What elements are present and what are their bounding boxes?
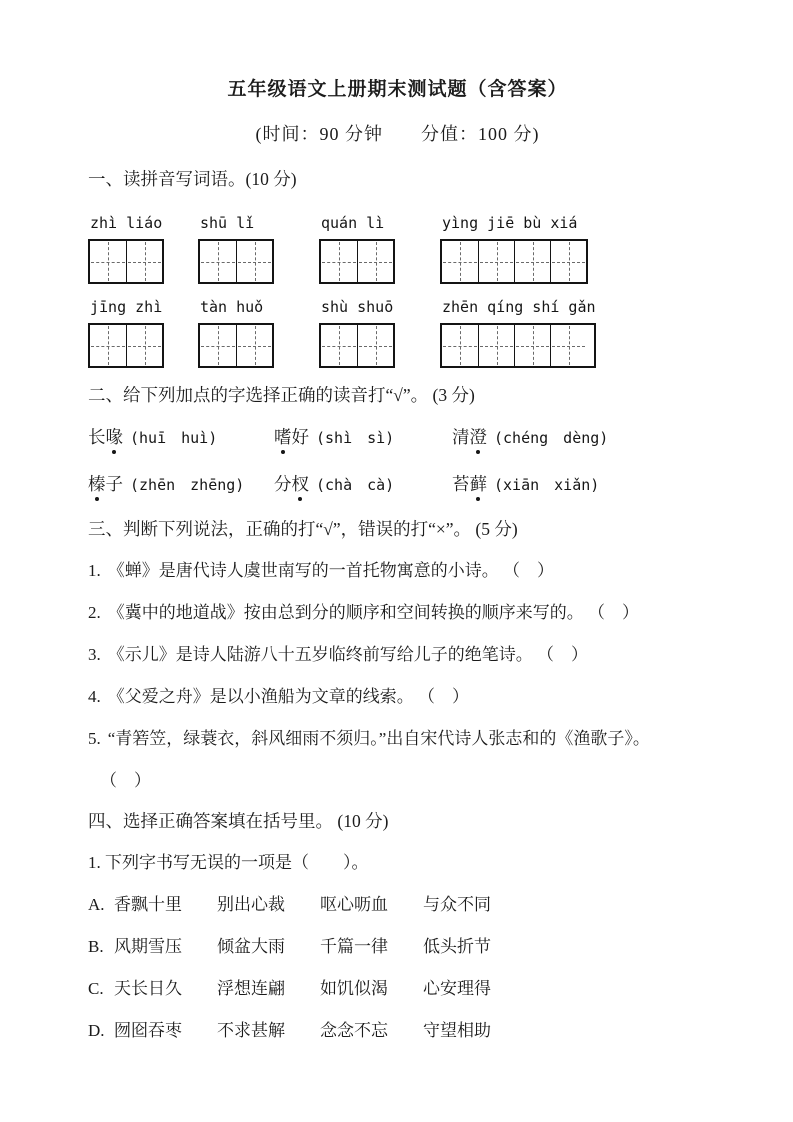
- statement-number: 2.: [88, 603, 101, 622]
- word-char: 藓: [470, 471, 488, 497]
- grid-cell: [200, 241, 236, 282]
- choice-question-1: 1. 下列字书写无误的一项是（ ）。: [88, 853, 369, 872]
- option-phrase: 呕心呖血: [320, 895, 388, 914]
- statement-text: 《父爱之舟》是以小渔船为文章的线索。 （ ）: [107, 687, 469, 706]
- pinyin-reading: (zhēn zhēng): [130, 476, 245, 494]
- pronunciation-row: [88, 471, 707, 498]
- grid-cell: [442, 241, 478, 282]
- section3-heading: 三、判断下列说法，正确的打“√”，错误的打“×”。 (5 分): [88, 519, 518, 539]
- choice-option: [88, 978, 707, 1000]
- pinyin-word-group: [198, 214, 274, 284]
- word-char: 长: [88, 427, 106, 447]
- pinyin-grid-row: [88, 298, 707, 368]
- choice-option: [88, 894, 707, 916]
- choice-option: [88, 936, 707, 958]
- word-char: 澄: [470, 424, 488, 450]
- option-label: C.: [88, 979, 104, 998]
- pinyin-text: jīng zhì: [90, 298, 163, 316]
- judgment-overflow-brackets: （ ）: [100, 771, 151, 790]
- judgment-statement: [88, 602, 707, 624]
- pinyin-word-group: [319, 298, 395, 368]
- grid-cell: [442, 325, 478, 366]
- grid-cell: [90, 325, 126, 366]
- pronunciation-section: [88, 424, 707, 498]
- option-label: B.: [88, 937, 104, 956]
- option-phrase: 囫囵吞枣: [114, 1021, 182, 1040]
- option-phrase: 天长日久: [114, 979, 182, 998]
- pinyin-reading: (shì sì): [316, 429, 395, 447]
- pinyin-text: yìng jiē bù xiá: [442, 214, 578, 232]
- option-phrase: 千篇一律: [320, 937, 388, 956]
- pinyin-text: zhì liáo: [90, 214, 163, 232]
- grid-cell: [321, 241, 357, 282]
- word-char: 子: [105, 474, 123, 494]
- grid-cell: [236, 325, 272, 366]
- pinyin-reading: (chà cà): [316, 476, 395, 494]
- judgment-statement: [88, 560, 707, 582]
- grid-cell: [321, 325, 357, 366]
- statement-number: 4.: [88, 687, 101, 706]
- grid-cell: [550, 325, 586, 366]
- option-label: D.: [88, 1021, 105, 1040]
- pinyin-text: shū lǐ: [200, 214, 255, 232]
- option-phrase: 心安理得: [423, 979, 491, 998]
- option-phrase: 浮想连翩: [217, 979, 285, 998]
- page-title: 五年级语文上册期末测试题（含答案）: [227, 79, 568, 100]
- choice-option: [88, 1020, 707, 1042]
- option-phrase: 香飘十里: [114, 895, 182, 914]
- grid-cell: [514, 241, 550, 282]
- page-subtitle: (时间：90 分钟 分值：100 分): [255, 124, 540, 144]
- judgment-statement: [88, 644, 707, 666]
- word-char: 清: [452, 427, 470, 447]
- pronunciation-item: [274, 471, 452, 498]
- dotted-word: [88, 474, 123, 494]
- pronunciation-row: [88, 424, 707, 451]
- section2-heading: 二、给下列加点的字选择正确的读音打“√”。 (3 分): [88, 385, 475, 405]
- pinyin-text: zhēn qíng shí gǎn: [442, 298, 596, 316]
- pinyin-word-group: [88, 298, 164, 368]
- choice-options-section: [88, 894, 707, 1042]
- option-phrase: 守望相助: [423, 1021, 491, 1040]
- dotted-word: [452, 474, 487, 494]
- dotted-word: [274, 474, 309, 494]
- pronunciation-item: [88, 471, 274, 498]
- grid-cell: [357, 325, 393, 366]
- writing-grid: [88, 239, 164, 284]
- pinyin-grid-row: [88, 214, 707, 284]
- judgment-statement: [88, 686, 707, 708]
- pinyin-word-group: [88, 214, 164, 284]
- grid-cell: [236, 241, 272, 282]
- word-char: 榛: [88, 471, 106, 497]
- section1-heading: 一、读拼音写词语。(10 分): [88, 169, 297, 189]
- pronunciation-item: [274, 424, 452, 451]
- option-label: A.: [88, 895, 105, 914]
- dotted-word: [452, 427, 487, 447]
- word-char: 嗜: [274, 424, 292, 450]
- option-phrase: 倾盆大雨: [217, 937, 285, 956]
- word-char: 苔: [452, 474, 470, 494]
- pinyin-text: quán lì: [321, 214, 385, 232]
- pinyin-reading: (huī huì): [130, 429, 218, 447]
- grid-cell: [478, 325, 514, 366]
- pinyin-word-group: [440, 298, 596, 368]
- word-char: 喙: [106, 424, 124, 450]
- grid-cell: [126, 325, 162, 366]
- pinyin-reading: (xiān xiǎn): [494, 476, 600, 494]
- writing-grid: [88, 323, 164, 368]
- grid-cell: [357, 241, 393, 282]
- pinyin-word-group: [440, 214, 588, 284]
- grid-cell: [126, 241, 162, 282]
- pinyin-word-group: [319, 214, 395, 284]
- word-char: 好: [291, 427, 309, 447]
- statement-text: 《示儿》是诗人陆游八十五岁临终前写给儿子的绝笔诗。 （ ）: [107, 645, 588, 664]
- writing-grid: [440, 323, 596, 368]
- word-char: 杈: [292, 471, 310, 497]
- statement-text: 《蝉》是唐代诗人虞世南写的一首托物寓意的小诗。 （ ）: [107, 561, 554, 580]
- option-phrase: 低头折节: [423, 937, 491, 956]
- word-char: 分: [274, 474, 292, 494]
- option-phrase: 念念不忘: [320, 1021, 388, 1040]
- writing-grid: [198, 323, 274, 368]
- grid-cell: [514, 325, 550, 366]
- dotted-word: [274, 427, 309, 447]
- option-phrase: 风期雪压: [114, 937, 182, 956]
- statement-number: 5.: [88, 729, 101, 748]
- pronunciation-item: [88, 424, 274, 451]
- section4-heading: 四、选择正确答案填在括号里。 (10 分): [88, 811, 389, 831]
- writing-grid: [198, 239, 274, 284]
- statement-number: 1.: [88, 561, 101, 580]
- option-phrase: 与众不同: [423, 895, 491, 914]
- statement-number: 3.: [88, 645, 101, 664]
- dotted-word: [88, 427, 123, 447]
- grid-cell: [200, 325, 236, 366]
- pronunciation-item: [452, 471, 707, 498]
- writing-grid: [319, 239, 395, 284]
- pinyin-text: shù shuō: [321, 298, 394, 316]
- pronunciation-item: [452, 424, 707, 451]
- writing-grid: [319, 323, 395, 368]
- option-phrase: 不求甚解: [217, 1021, 285, 1040]
- writing-grid: [440, 239, 588, 284]
- statement-text: “青箬笠，绿蓑衣，斜风细雨不须归。”出自宋代诗人张志和的《渔歌子》。: [107, 729, 650, 748]
- judgment-section: [88, 560, 707, 750]
- option-phrase: 如饥似渴: [320, 979, 388, 998]
- grid-cell: [550, 241, 586, 282]
- grid-cell: [90, 241, 126, 282]
- pinyin-reading: (chéng dèng): [494, 429, 609, 447]
- pinyin-text: tàn huǒ: [200, 298, 264, 316]
- pinyin-writing-section: [88, 214, 707, 368]
- judgment-statement: [88, 728, 707, 750]
- pinyin-word-group: [198, 298, 274, 368]
- option-phrase: 别出心裁: [217, 895, 285, 914]
- grid-cell: [478, 241, 514, 282]
- statement-text: 《冀中的地道战》按由总到分的顺序和空间转换的顺序来写的。 （ ）: [107, 603, 639, 622]
